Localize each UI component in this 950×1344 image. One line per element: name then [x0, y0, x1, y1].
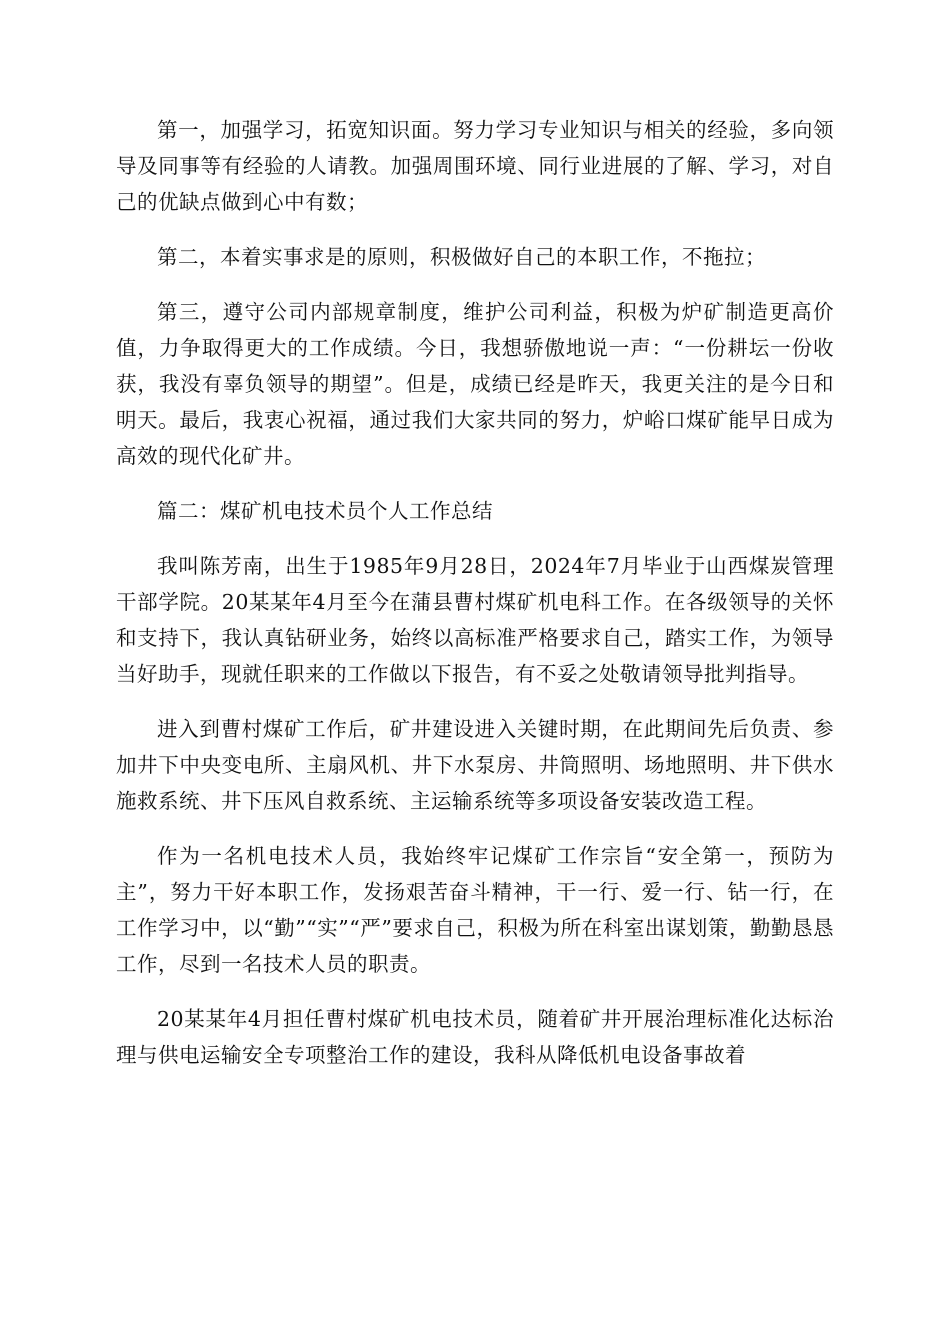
paragraph-5: 我叫陈芳南，出生于1985年9月28日，2024年7月毕业于山西煤炭管理干部学院。20某某年4月至今在蒲县曹村煤矿机电科工作。在各级领导的关怀和支持下，我认真钻研业务，始终以高标准严格要求自己，踏实工作，为领导当好助手，现就任职来的工作做以下报告，有不妥之处敬请领导批判指导。: [116, 554, 834, 686]
paragraph-1: 第一，加强学习，拓宽知识面。努力学习专业知识与相关的经验，多向领导及同事等有经验的人请教。加强周围环境、同行业进展的了解、学习，对自己的优缺点做到心中有数；: [116, 118, 834, 214]
paragraph-3: 第三，遵守公司内部规章制度，维护公司利益，积极为炉矿制造更高价值，力争取得更大的工作成绩。今日，我想骄傲地说一声：“一份耕坛一份收获，我没有辜负领导的期望”。但是，成绩已经是昨天，我更关注的是今日和明天。最后，我衷心祝福，通过我们大家共同的努力，炉峪口煤矿能早日成为高效的现代化矿井。: [116, 300, 834, 468]
paragraph-8: 20某某年4月担任曹村煤矿机电技术员，随着矿井开展治理标准化达标治理与供电运输安全专项整治工作的建设，我科从降低机电设备事故着: [116, 1007, 834, 1067]
paragraph-2: 第二，本着实事求是的原则，积极做好自己的本职工作，不拖拉；: [157, 245, 766, 269]
document-body: [116, 112, 834, 1092]
paragraph-6: 进入到曹村煤矿工作后，矿井建设进入关键时期，在此期间先后负责、参加井下中央变电所、主扇风机、井下水泵房、井筒照明、场地照明、井下供水施救系统、井下压风自救系统、主运输系统等多项设备安装改造工程。: [116, 717, 834, 813]
section-heading: 篇二：煤矿机电技术员个人工作总结: [157, 499, 493, 523]
paragraph-7: 作为一名机电技术人员，我始终牢记煤矿工作宗旨“安全第一，预防为主”，努力干好本职工作，发扬艰苦奋斗精神，干一行、爱一行、钻一行，在工作学习中，以“勤”“实”“严”要求自己，积极为所在科室出谋划策，勤勤恳恳工作，尽到一名技术人员的职责。: [116, 844, 834, 976]
